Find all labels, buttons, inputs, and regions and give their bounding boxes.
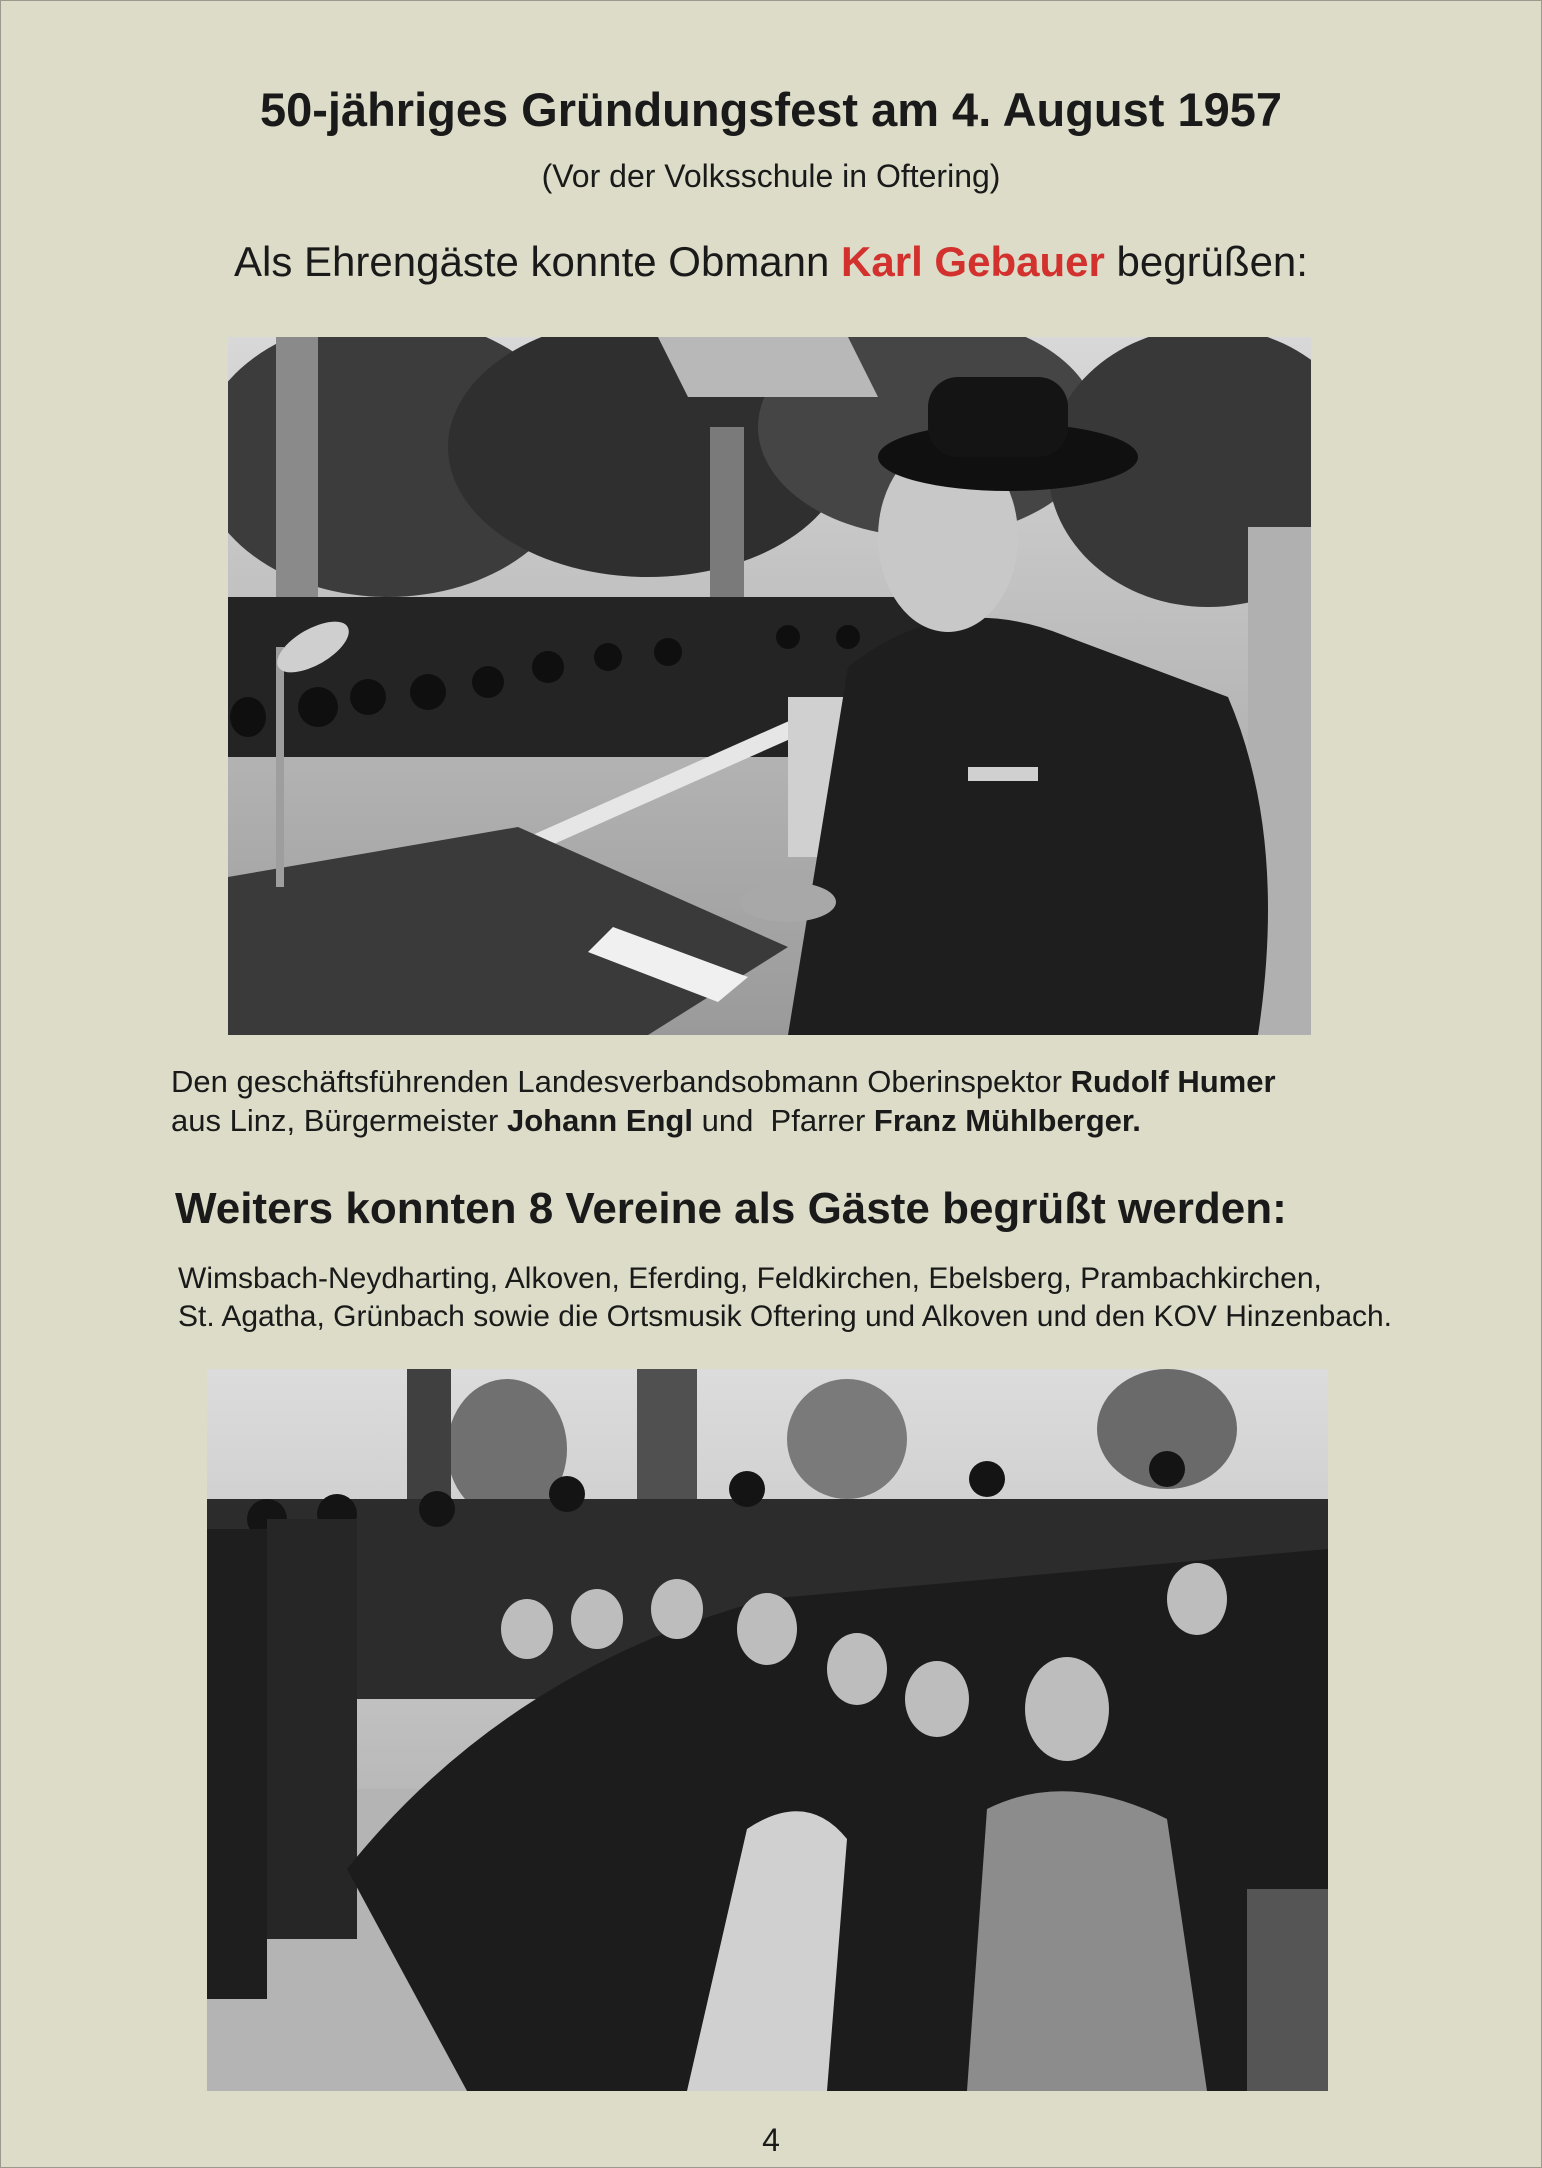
caption-name-muehlberger: Franz Mühlberger.	[873, 1103, 1141, 1138]
honor-suffix: begrüßen:	[1104, 238, 1308, 285]
speaker-photo-image	[228, 337, 1311, 1035]
caption-line-1	[171, 1062, 1471, 1101]
caption-line-2	[171, 1101, 1471, 1140]
caption-text-2: aus Linz, Bürgermeister	[171, 1103, 507, 1138]
caption-text-1: Den geschäftsführenden Landesverbandsobmann Oberinspektor	[171, 1064, 1071, 1099]
caption-name-engl: Johann Engl	[506, 1103, 693, 1138]
honor-name: Karl Gebauer	[841, 238, 1105, 285]
speaker-photo	[228, 337, 1311, 1035]
honor-guests-line	[0, 236, 1542, 288]
honor-prefix: Als Ehrengäste konnte Obmann	[234, 238, 842, 285]
page-title: 50-jähriges Gründungsfest am 4. August 1957	[259, 83, 1283, 136]
photo-caption	[171, 1062, 1471, 1140]
guests-photo	[207, 1369, 1328, 2091]
guests-photo-image	[207, 1369, 1328, 2091]
caption-name-humer: Rudolf Humer	[1070, 1064, 1276, 1099]
clubs-line-1: Wimsbach-Neydharting, Alkoven, Eferding, Feldkirchen, Ebelsberg, Prambachkirchen,	[178, 1262, 1322, 1295]
page-number: 4	[762, 2122, 780, 2158]
page-subtitle: (Vor der Volksschule in Oftering)	[541, 158, 1001, 194]
clubs-list	[178, 1260, 1478, 1336]
caption-text-3: und Pfarrer	[692, 1103, 874, 1138]
clubs-line-2: St. Agatha, Grünbach sowie die Ortsmusik Oftering und Alkoven und den KOV Hinzenbach.	[178, 1300, 1393, 1333]
section-heading: Weiters konnten 8 Vereine als Gäste begrüßt werden:	[175, 1184, 1287, 1233]
